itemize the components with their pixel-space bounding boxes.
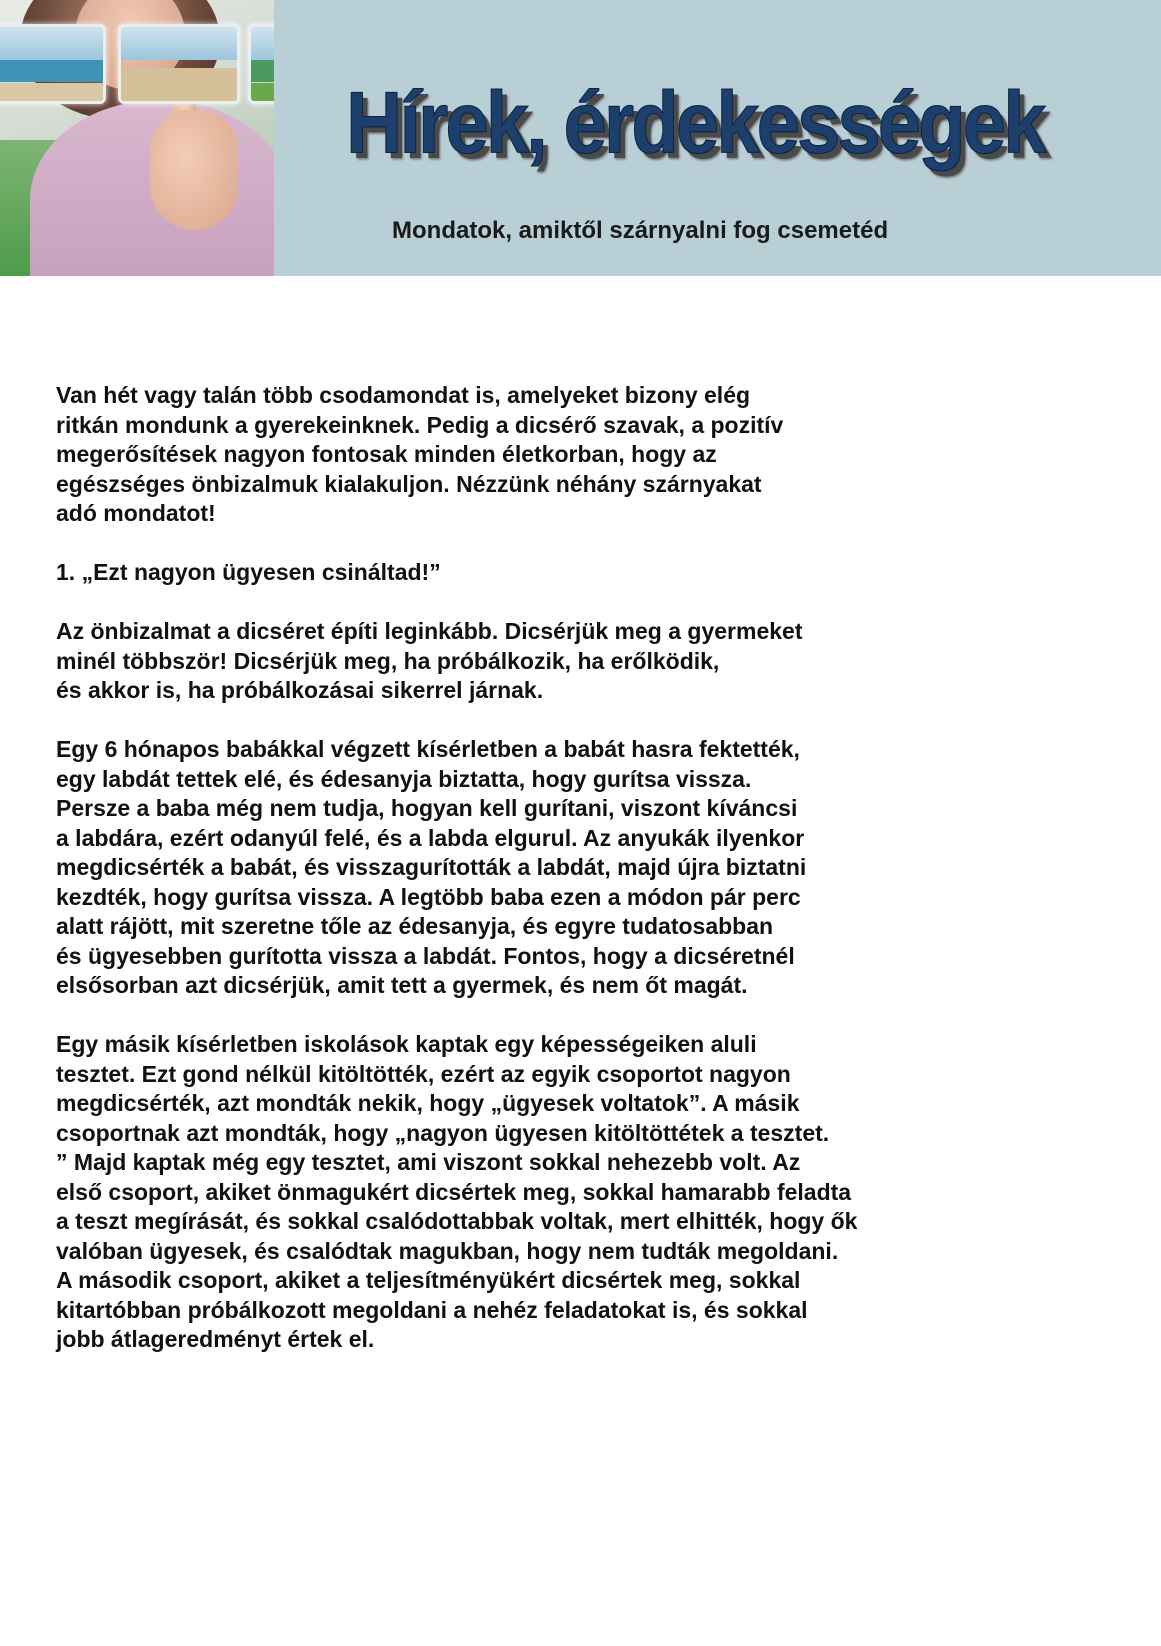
text-line: alatt rájött, mit szeretne tőle az édesanyja, és egyre tudatosabban (56, 913, 774, 939)
landscape-thumbnail-3 (248, 24, 274, 104)
text-line: első csoport, akiket önmagukért dicsértek meg, sokkal hamarabb feladta (56, 1178, 852, 1205)
text-line: minél többször! Dicsérjük meg, ha próbálkozik, ha erőlködik, (56, 647, 720, 674)
text-line: megdicsérték a babát, és visszagurították a labdát, majd újra biztatni (56, 854, 807, 880)
text-line: Persze a baba még nem tudja, hogyan kell gurítani, viszont kíváncsi (56, 795, 798, 821)
photo-hand (150, 110, 238, 230)
text-line: a labdára, ezért odanyúl felé, és a labda elgurul. Az anyukák ilyenkor (56, 824, 805, 851)
text-line: Van hét vagy talán több csodamondat is, amelyeket bizony elég (56, 382, 751, 408)
text-line: adó mondatot! (56, 500, 216, 526)
paragraph-3 (56, 1030, 1056, 1355)
text-line: ” Majd kaptak még egy tesztet, ami viszont sokkal nehezebb volt. Az (56, 1149, 801, 1175)
intro-paragraph (56, 381, 1056, 529)
paragraph-2 (56, 735, 1056, 1001)
page-title: Hírek, érdekességek (346, 73, 1044, 172)
text-line: Egy másik kísérletben iskolások kaptak egy képességeiken aluli (56, 1031, 757, 1057)
text-line: jobb átlageredményt értek el. (56, 1326, 375, 1352)
header-banner (0, 0, 1161, 276)
text-line: csoportnak azt mondták, hogy „nagyon ügyesen kitöltöttétek a tesztet. (56, 1119, 830, 1146)
beach-thumbnail-1 (0, 24, 106, 104)
text-line: a teszt megírását, és sokkal csalódottabbak voltak, mert elhitték, hogy ők (56, 1208, 858, 1234)
text-line: megerősítések nagyon fontosak minden életkorban, hogy az (56, 441, 717, 467)
text-line: A második csoport, akiket a teljesítményükért dicsértek meg, sokkal (56, 1267, 801, 1293)
text-line: ritkán mondunk a gyerekeinknek. Pedig a dicsérő szavak, a pozitív (56, 411, 784, 438)
article-body (56, 381, 1056, 1355)
paragraph-1 (56, 617, 1056, 706)
page-subtitle: Mondatok, amiktől szárnyalni fog csemetéd (392, 217, 889, 244)
text-line: Egy 6 hónapos babákkal végzett kísérletben a babát hasra fektették, (56, 736, 800, 762)
text-line: egészséges önbizalmuk kialakuljon. Nézzünk néhány szárnyakat (56, 470, 762, 497)
text-line: és akkor is, ha próbálkozásai sikerrel járnak. (56, 677, 544, 703)
beach-thumbnail-2 (118, 24, 240, 104)
text-line: tesztet. Ezt gond nélkül kitöltötték, ezért az egyik csoportot nagyon (56, 1060, 791, 1087)
heading-line: 1. „Ezt nagyon ügyesen csináltad!” (56, 559, 441, 585)
text-line: Az önbizalmat a dicséret építi leginkább. Dicsérjük meg a gyermeket (56, 618, 803, 644)
text-line: valóban ügyesek, és csalódtak magukban, hogy nem tudták megoldani. (56, 1237, 839, 1264)
text-line: megdicsérték, azt mondták nekik, hogy „ügyesek voltatok”. A másik (56, 1090, 800, 1116)
text-line: kezdték, hogy gurítsa vissza. A legtöbb baba ezen a módon pár perc (56, 883, 801, 910)
text-line: egy labdát tettek elé, és édesanyja biztatta, hogy gurítsa vissza. (56, 765, 752, 792)
text-line: elsősorban azt dicsérjük, amit tett a gyermek, és nem őt magát. (56, 972, 748, 998)
section-heading (56, 558, 1056, 588)
text-line: és ügyesebben gurította vissza a labdát. Fontos, hogy a dicséretnél (56, 942, 795, 969)
text-line: kitartóbban próbálkozott megoldani a nehéz feladatokat is, és sokkal (56, 1296, 808, 1323)
header-photo (0, 0, 274, 276)
